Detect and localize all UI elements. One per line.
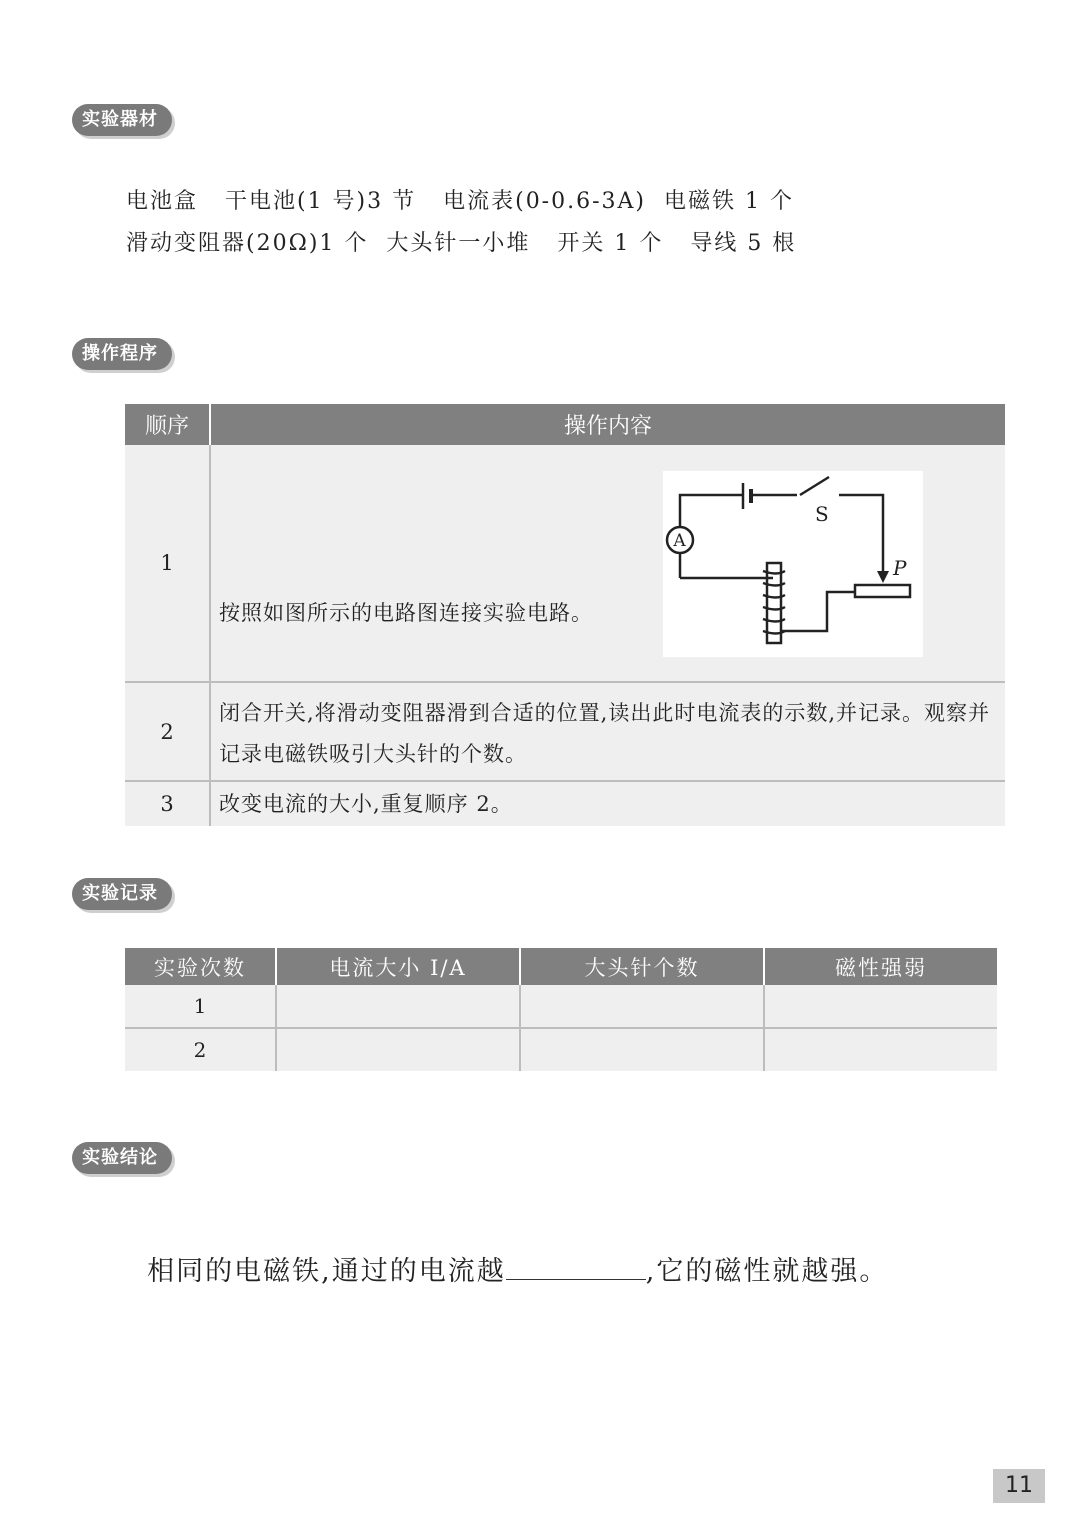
header-current: 电流大小 I/A <box>276 948 520 985</box>
switch-label: S <box>815 502 830 526</box>
row-content <box>211 445 1005 681</box>
slider-label: P <box>893 556 908 580</box>
cell-pins[interactable] <box>520 1028 764 1071</box>
row-number: 3 <box>125 782 211 826</box>
header-pins: 大头针个数 <box>520 948 764 985</box>
procedure-row-2 <box>125 683 1005 782</box>
procedure-table <box>125 404 1005 826</box>
procedure-header <box>125 404 1005 445</box>
procedure-row-1 <box>125 445 1005 683</box>
section-tag-materials: 实验器材 <box>72 104 172 136</box>
section-tag-procedure: 操作程序 <box>72 338 172 370</box>
row-text: 按照如图所示的电路图连接实验电路。 <box>219 601 593 625</box>
cell-magnetism[interactable] <box>764 1028 997 1071</box>
ammeter-label: A <box>673 531 687 551</box>
cell-current[interactable] <box>276 1028 520 1071</box>
conclusion-sentence <box>126 1218 888 1288</box>
row-number: 1 <box>125 445 211 681</box>
section-tag-conclusion: 实验结论 <box>72 1142 172 1174</box>
row-text: 闭合开关,将滑动变阻器滑到合适的位置,读出此时电流表的示数,并记录。观察并记录电磁铁吸引大头针的个数。 <box>219 701 991 766</box>
row-number: 2 <box>125 683 211 780</box>
conclusion-after: ,它的磁性就越强。 <box>645 1256 889 1287</box>
header-magnetism: 磁性强弱 <box>764 948 997 985</box>
cell-trial: 2 <box>125 1028 276 1071</box>
cell-pins[interactable] <box>520 985 764 1028</box>
section-tag-record: 实验记录 <box>72 878 172 910</box>
record-table <box>125 948 997 1071</box>
header-trial: 实验次数 <box>125 948 276 985</box>
cell-trial: 1 <box>125 985 276 1028</box>
page-number: 11 <box>993 1469 1045 1503</box>
header-order: 顺序 <box>125 404 211 445</box>
conclusion-blank[interactable] <box>506 1253 646 1280</box>
materials-line-2: 滑动变阻器(20Ω)1 个 大头针一小堆 开关 1 个 导线 5 根 <box>126 231 797 256</box>
circuit-diagram <box>663 471 923 657</box>
materials-line-1: 电池盒 干电池(1 号)3 节 电流表(0-0.6-3A) 电磁铁 1 个 <box>126 189 794 214</box>
procedure-row-3 <box>125 782 1005 826</box>
table-row <box>125 985 997 1028</box>
conclusion-before: 相同的电磁铁,通过的电流越 <box>147 1256 506 1287</box>
cell-magnetism[interactable] <box>764 985 997 1028</box>
header-content: 操作内容 <box>563 414 652 439</box>
row-text: 改变电流的大小,重复顺序 2。 <box>219 792 513 816</box>
cell-current[interactable] <box>276 985 520 1028</box>
table-row <box>125 1028 997 1071</box>
record-header <box>125 948 997 985</box>
